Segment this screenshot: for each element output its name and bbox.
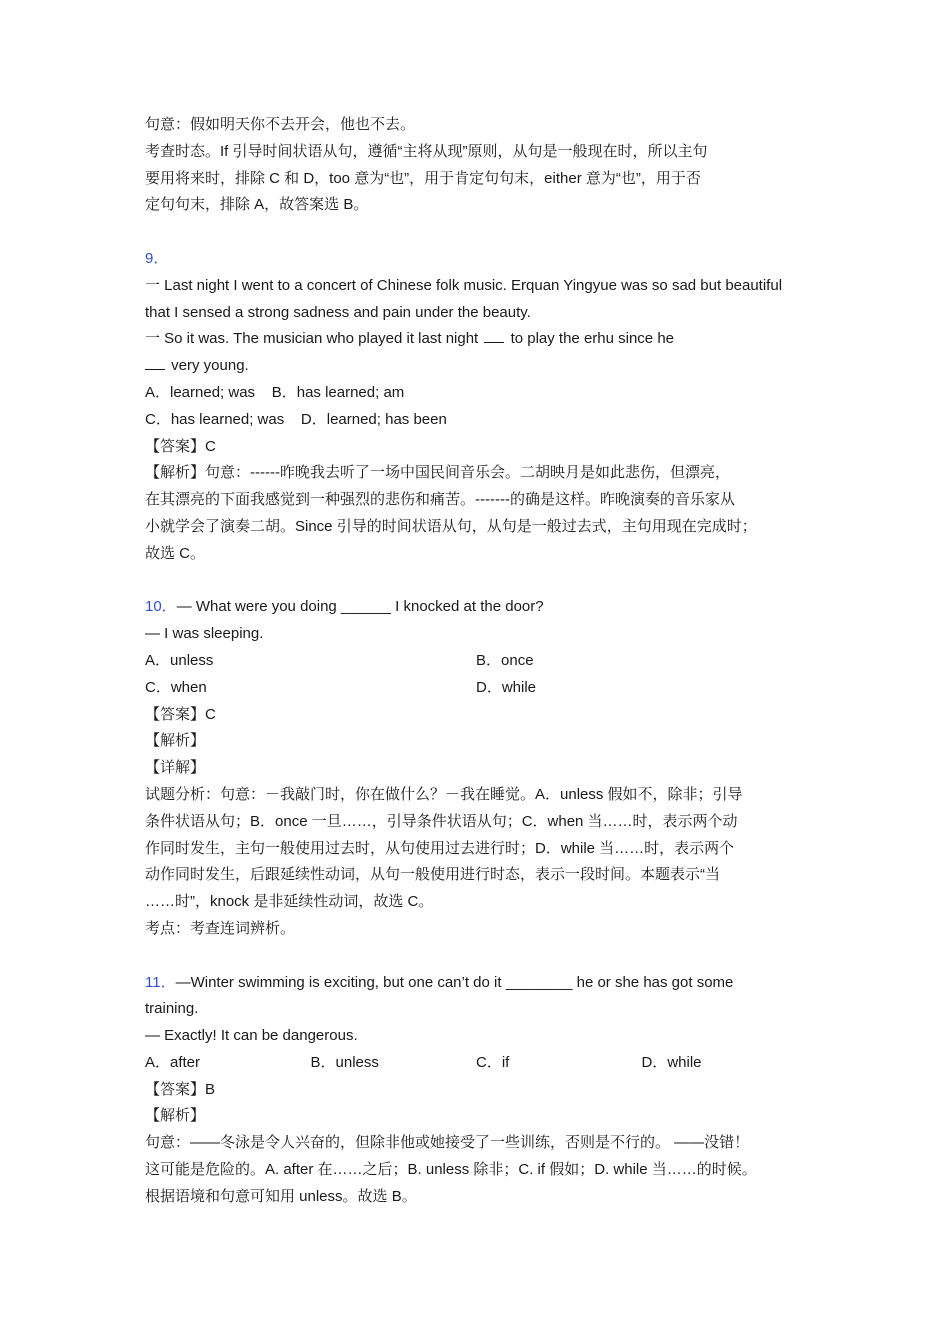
q9-explain-line: 在其漂亮的下面我感觉到一种强烈的悲伤和痛苦。-------的确是这样。昨晚演奏的音乐家从 — [145, 491, 735, 509]
question-number: 11． — [145, 973, 176, 991]
q9-stem-line: that I sensed a strong sadness and pain under the beauty. — [145, 303, 531, 321]
q9-options-line: A．learned; was B．has learned; am — [145, 383, 405, 401]
q8-meaning: 句意：假如明天你不去开会，他也不去。 — [145, 116, 416, 133]
answer-blank — [145, 354, 165, 370]
q10-xiangjie-label: 【详解】 — [145, 759, 206, 777]
q9-stem-line — [145, 353, 815, 380]
q10-explain-line: 试题分析：句意：－我敲门时，你在做什么？－我在睡觉。A．unless 假如不，除非；引导 — [145, 785, 743, 803]
q10-options-row — [145, 648, 815, 675]
q9-stem-text: to play the erhu since he — [510, 330, 675, 348]
q8-analysis-line: 考查时态。If 引导时间状语从句，遵循“主将从现”原则，从句是一般现在时，所以主句 — [145, 142, 708, 160]
q10-explain-line: ……时”，knock 是非延续性动词，故选 C。 — [145, 893, 434, 911]
q9-stem-text: 一 So it was. The musician who played it last night — [145, 330, 479, 348]
question-number: 9． — [145, 249, 169, 267]
option-c: C．if — [476, 1053, 510, 1071]
q10-explain-line: 动作同时发生，后跟延续性动词，从句一般使用进行时态，表示一段时间。本题表示“当 — [145, 866, 720, 884]
q10-explain-line: 条件状语从句；B．once 一旦……，引导条件状语从句；C．when 当……时，表示两个动 — [145, 812, 738, 830]
q11-options-row — [145, 1050, 815, 1077]
q9-explain-line: 故选 C。 — [145, 544, 206, 562]
q9-options-line: C．has learned; was D．learned; has been — [145, 410, 447, 428]
option-c: C．when — [145, 678, 207, 696]
page-content — [145, 112, 815, 1211]
q10-explain-line: 考点：考查连词辨析。 — [145, 919, 296, 937]
q9-stem-line — [145, 326, 815, 353]
q9-explain-line: 小就学会了演奏二胡。Since 引导的时间状语从句，从句是一般过去式，主句用现在完成时； — [145, 517, 757, 535]
q11-stem-text: —Winter swimming is exciting, but one can’t do it ________ he or she has got some — [175, 973, 734, 991]
answer-blank — [484, 327, 504, 343]
q10-stem-line: — I was sleeping. — [145, 625, 264, 643]
q8-analysis-line: 要用将来时，排除 C 和 D，too 意为“也”，用于肯定句句末，either 意为“也”，用于否 — [145, 169, 701, 187]
q11-stem-line — [145, 970, 815, 997]
option-a: A．unless — [145, 651, 214, 669]
q9-explain-line: 【解析】句意：------昨晚我去听了一场中国民间音乐会。二胡映月是如此悲伤，但漂亮， — [145, 464, 730, 482]
option-b: B．unless — [310, 1053, 379, 1071]
question-number: 10． — [145, 598, 177, 616]
q9-stem-line: 一 Last night I went to a concert of Chinese folk music. Erquan Yingyue was so sad but beautiful — [145, 276, 783, 294]
q9-stem-text: very young. — [171, 357, 249, 375]
q9-number — [145, 246, 815, 273]
q10-stem-line — [145, 594, 815, 621]
q10-jiexi-label: 【解析】 — [145, 732, 206, 750]
q11-explain-line: 这可能是危险的。A. after 在……之后；B. unless 除非；C. if 假如；D. while 当……的时候。 — [145, 1161, 757, 1179]
q8-analysis-line: 定句句末，排除 A，故答案选 B。 — [145, 196, 369, 214]
q10-answer: 【答案】C — [145, 705, 216, 723]
q11-answer: 【答案】B — [145, 1080, 216, 1098]
q10-options-row — [145, 675, 815, 702]
q11-explain-line: 句意：——冬泳是令人兴奋的，但除非他或她接受了一些训练，否则是不行的。 ——没错！ — [145, 1134, 750, 1152]
q11-stem-line: — Exactly! It can be dangerous. — [145, 1027, 358, 1045]
q10-explain-line: 作同时发生，主句一般使用过去时，从句使用过去进行时；D．while 当……时，表示两个 — [145, 839, 735, 857]
q11-stem-line: training. — [145, 1000, 199, 1018]
option-d: D．while — [641, 1053, 702, 1071]
option-d: D．while — [476, 678, 537, 696]
option-a: A．after — [145, 1053, 201, 1071]
option-b: B．once — [476, 651, 534, 669]
q11-explain-line: 根据语境和句意可知用 unless。故选 B。 — [145, 1187, 417, 1205]
q11-jiexi-label: 【解析】 — [145, 1107, 206, 1125]
q10-stem-text: — What were you doing ______ I knocked at the door? — [176, 598, 544, 616]
q9-answer: 【答案】C — [145, 437, 216, 455]
